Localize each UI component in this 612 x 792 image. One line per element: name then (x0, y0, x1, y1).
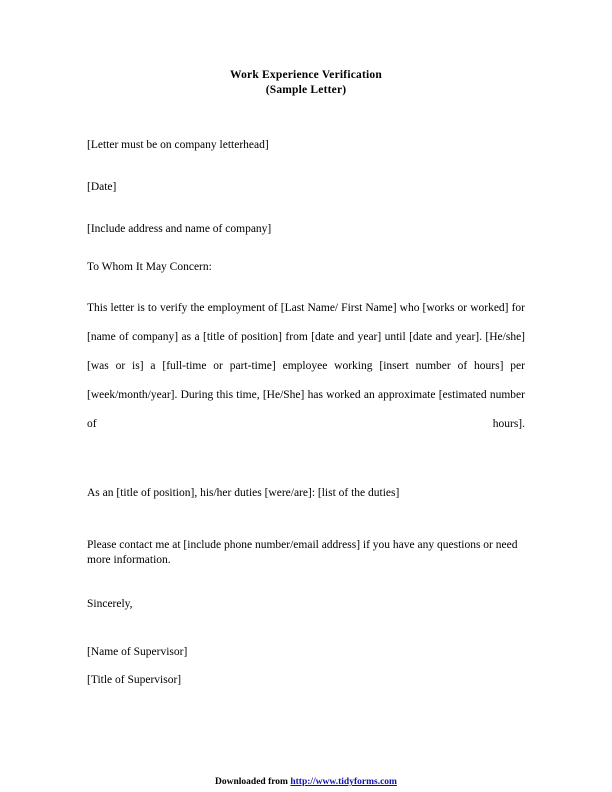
spacer (87, 274, 525, 294)
spacer (87, 468, 525, 486)
spacer (87, 152, 525, 180)
title-line-primary: Work Experience Verification (230, 69, 382, 81)
spacer (87, 611, 525, 645)
spacer (87, 500, 525, 538)
spacer (87, 194, 525, 222)
date-placeholder: [Date] (87, 181, 117, 193)
spacer (87, 236, 525, 260)
footer (0, 776, 612, 788)
footer-label: Downloaded from (215, 777, 291, 787)
letterhead-note: [Letter must be on company letterhead] (87, 139, 269, 151)
spacer (87, 659, 525, 673)
title-line-subtitle: (Sample Letter) (265, 84, 347, 96)
spacer (87, 567, 525, 597)
supervisor-name-placeholder: [Name of Supervisor] (87, 646, 188, 658)
contact-paragraph: Please contact me at [include phone number/email address] if you have any questions or need more information. (87, 539, 518, 566)
supervisor-title-placeholder: [Title of Supervisor] (87, 674, 182, 686)
company-address-placeholder: [Include address and name of company] (87, 223, 272, 235)
duties-paragraph: As an [title of position], his/her duties [were/are]: [list of the duties] (87, 487, 400, 499)
document-title (0, 68, 612, 98)
letter-body (87, 138, 525, 687)
footer-source-link[interactable]: http://www.tidyforms.com (290, 777, 397, 787)
closing: Sincerely, (87, 598, 133, 610)
salutation: To Whom It May Concern: (87, 261, 212, 273)
main-paragraph: This letter is to verify the employment of [Last Name/ First Name] who [works or worked] for [name of company] as a [title of position] from [date and year] until [date and year]. [He/she] [was or is] a [full-time or part-time] employee working [insert number of hours] per [week/month/year]. During this time, [He/She] has worked an approximate [estimated number of hours]. (87, 302, 525, 430)
